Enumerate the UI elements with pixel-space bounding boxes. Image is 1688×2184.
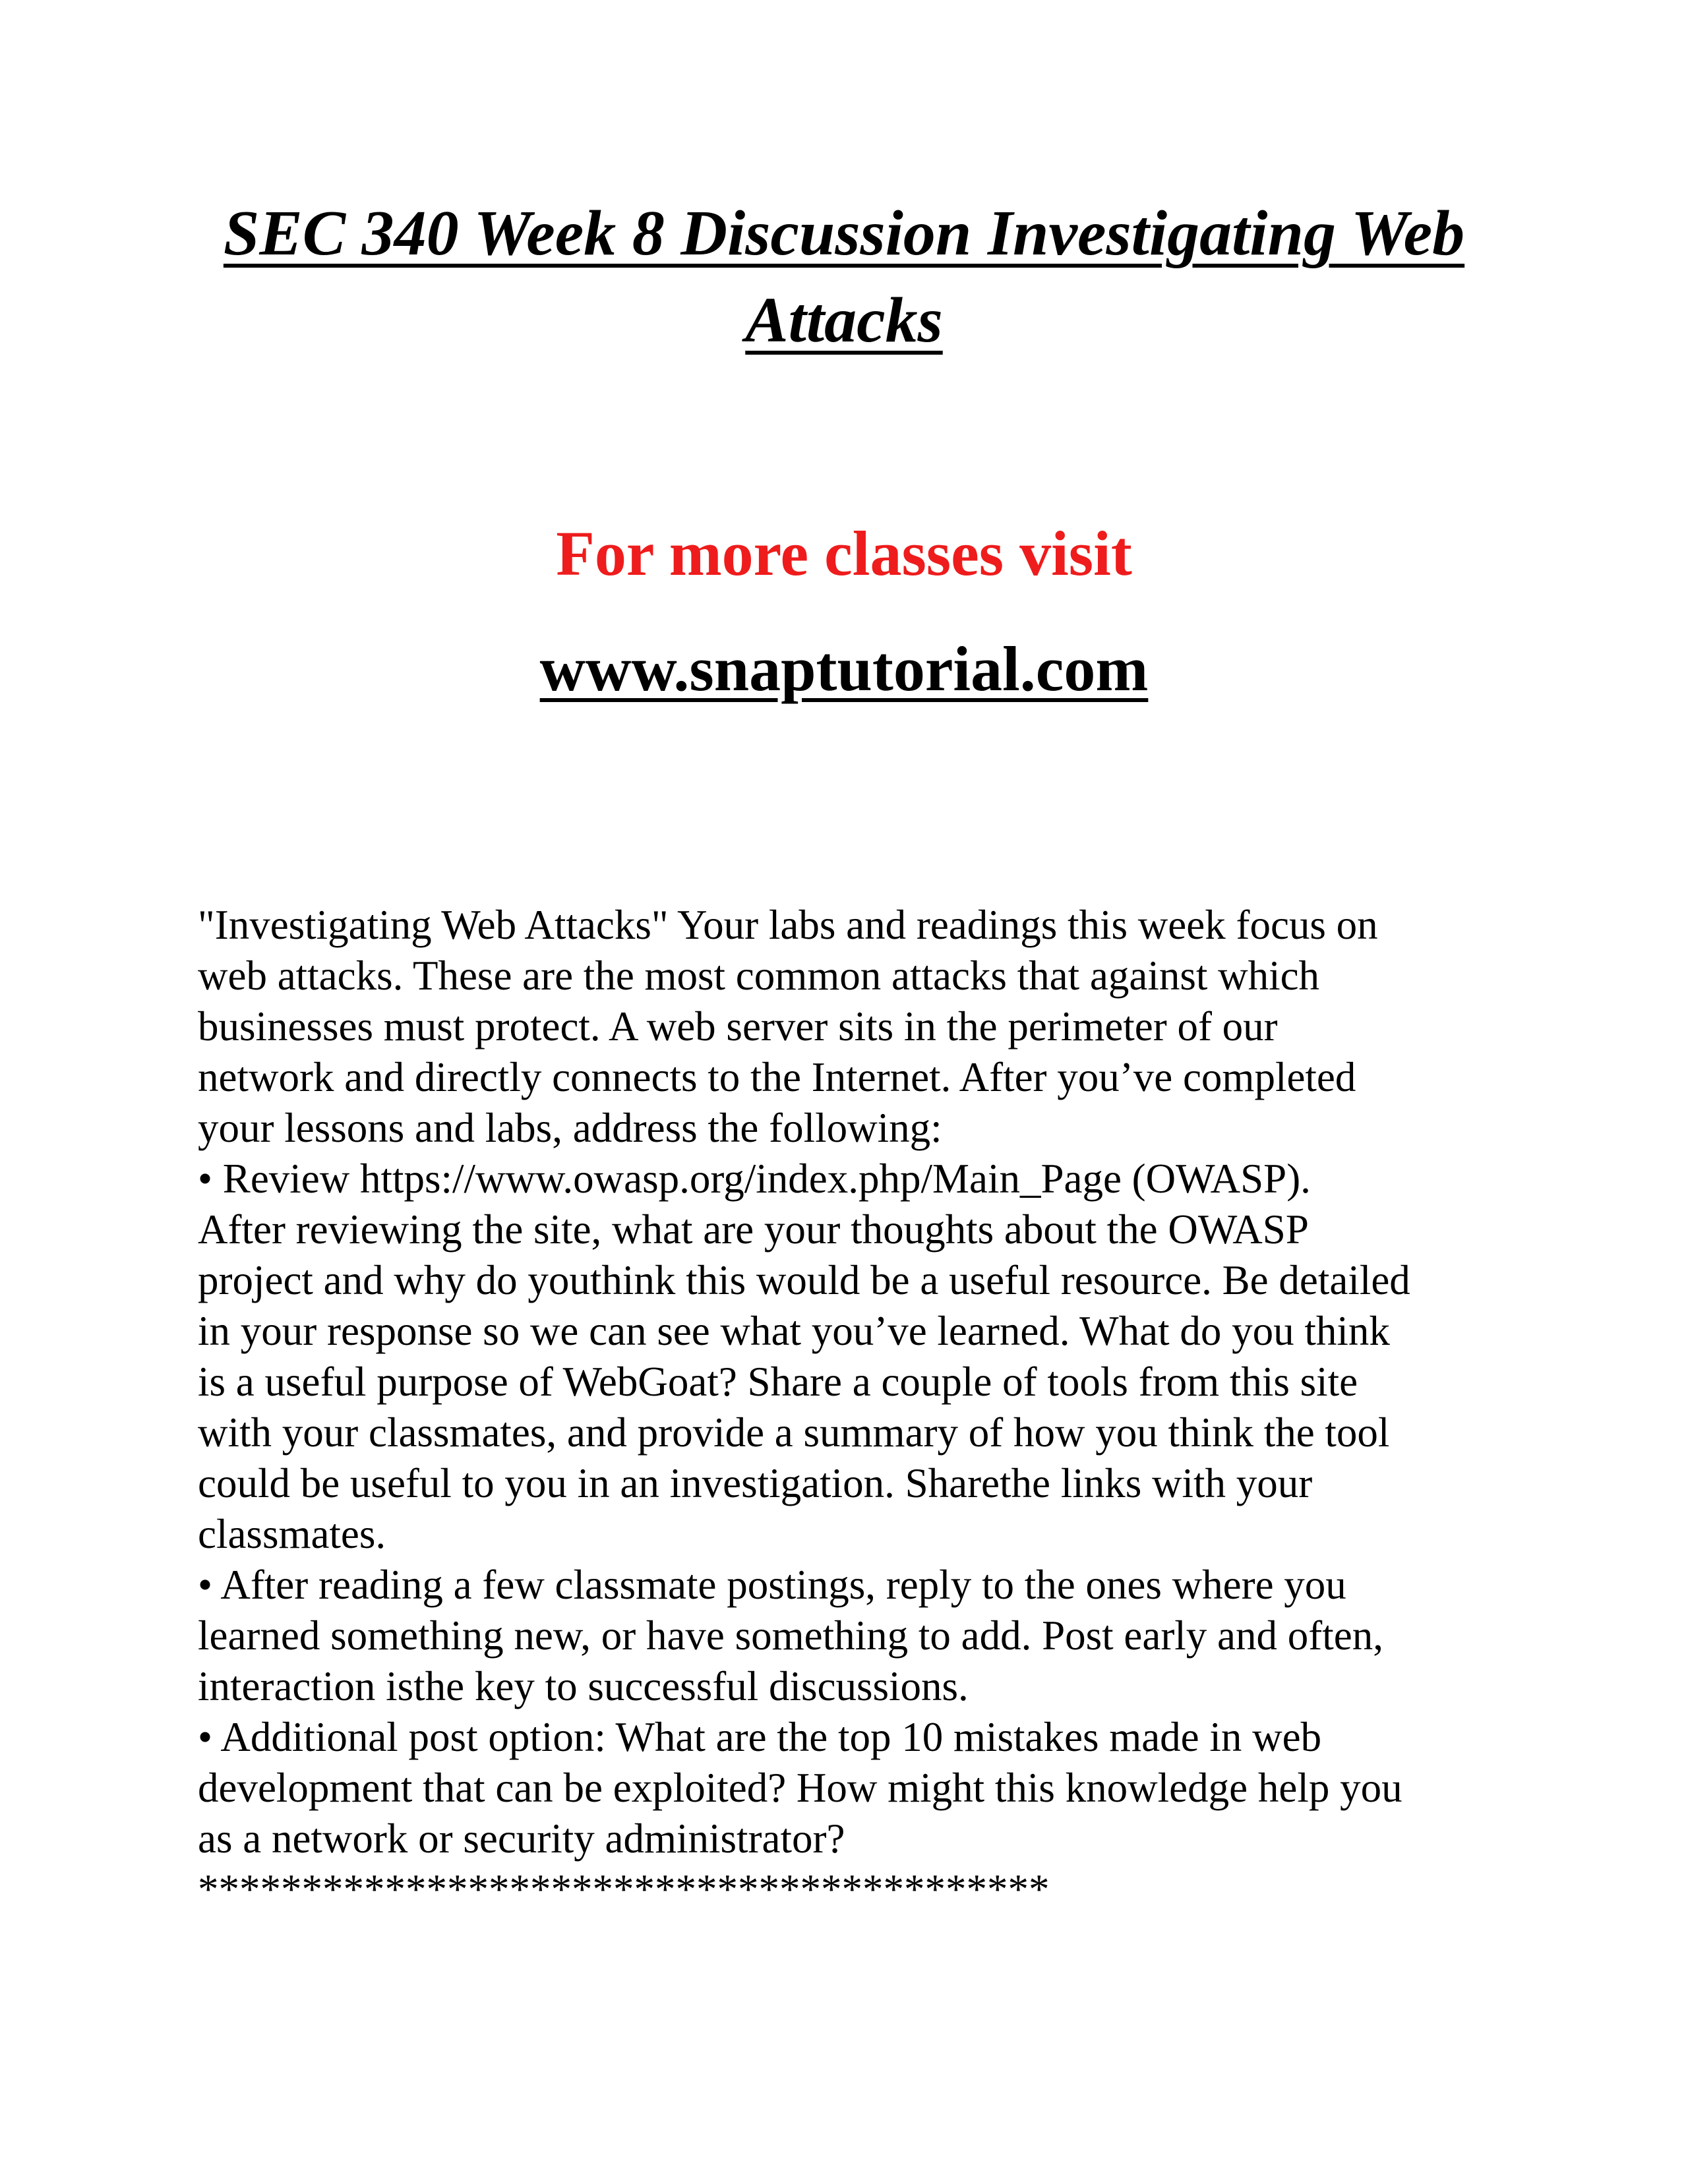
- body-line: web attacks. These are the most common attacks that against which: [198, 953, 1320, 999]
- body-line: project and why do youthink this would be a useful resource. Be detailed: [198, 1257, 1410, 1303]
- body-line: classmates.: [198, 1511, 386, 1557]
- document-title: SEC 340 Week 8 Discussion Investigating Web Attacks: [223, 198, 1465, 356]
- body-line: development that can be exploited? How might this knowledge help you: [198, 1765, 1402, 1811]
- site-link[interactable]: www.snaptutorial.com: [539, 634, 1149, 704]
- body-line: could be useful to you in an investigation. Sharethe links with your: [198, 1460, 1313, 1506]
- asterisk-divider: *****************************************: [198, 1866, 1050, 1912]
- body-line: "Investigating Web Attacks" Your labs and readings this week focus on: [198, 902, 1378, 948]
- body-line: in your response so we can see what you’ve learned. What do you think: [198, 1308, 1390, 1354]
- body-line: as a network or security administrator?: [198, 1815, 845, 1862]
- document-body: [198, 900, 1503, 1915]
- body-line: network and directly connects to the Internet. After you’ve completed: [198, 1054, 1356, 1100]
- body-line: with your classmates, and provide a summary of how you think the tool: [198, 1409, 1390, 1456]
- body-bullet-line: • Additional post option: What are the top 10 mistakes made in web: [198, 1714, 1322, 1760]
- body-line: interaction isthe key to successful discussions.: [198, 1663, 969, 1709]
- body-line: your lessons and labs, address the following:: [198, 1105, 942, 1151]
- body-bullet-line: • After reading a few classmate postings, reply to the ones where you: [198, 1562, 1346, 1608]
- body-line: After reviewing the site, what are your thoughts about the OWASP: [198, 1206, 1309, 1253]
- body-line: businesses must protect. A web server sits in the perimeter of our: [198, 1003, 1278, 1049]
- promo-text: For more classes visit: [556, 518, 1132, 589]
- body-bullet-line: • Review https://www.owasp.org/index.php/Main_Page (OWASP).: [198, 1156, 1311, 1202]
- body-line: is a useful purpose of WebGoat? Share a couple of tools from this site: [198, 1359, 1358, 1405]
- body-line: learned something new, or have something to add. Post early and often,: [198, 1612, 1383, 1659]
